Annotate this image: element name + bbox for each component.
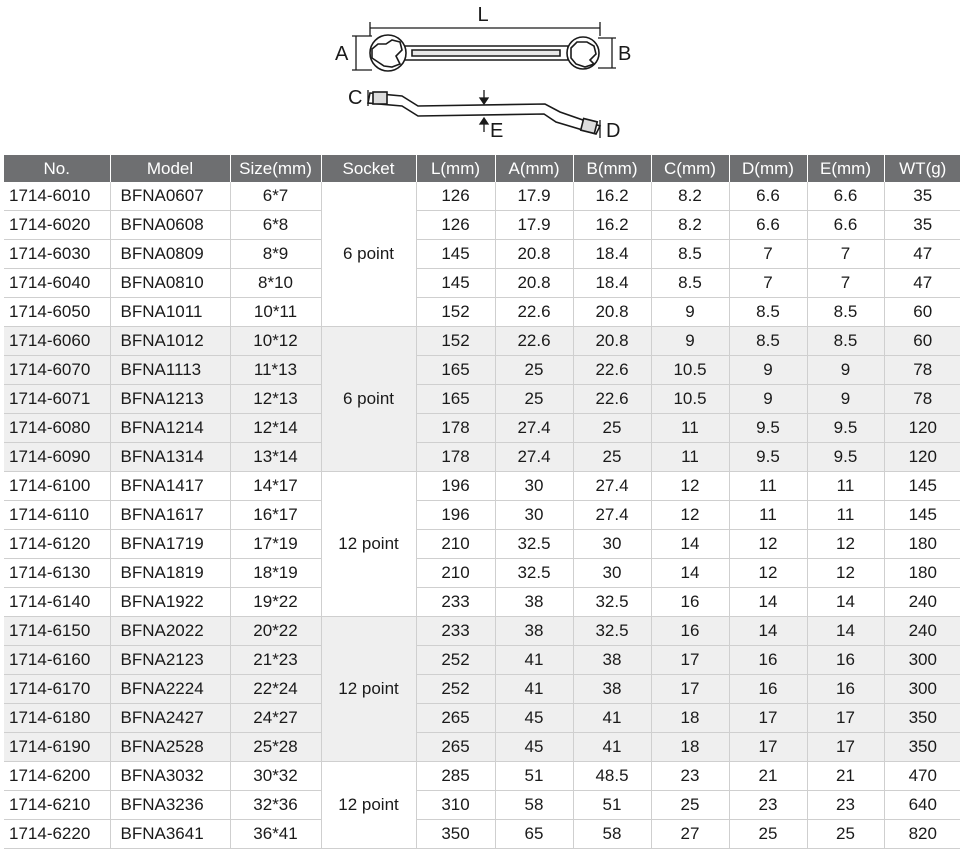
cell-wt: 640 — [884, 791, 960, 820]
cell-d: 8.5 — [729, 298, 807, 327]
cell-e: 12 — [807, 530, 884, 559]
cell-e: 23 — [807, 791, 884, 820]
table-row — [4, 501, 960, 530]
cell-b: 48.5 — [573, 762, 651, 791]
cell-wt: 78 — [884, 356, 960, 385]
cell-c: 14 — [651, 559, 729, 588]
cell-e: 25 — [807, 820, 884, 849]
table-body — [4, 182, 960, 849]
cell-size: 14*17 — [230, 472, 321, 501]
cell-no: 1714-6160 — [4, 646, 110, 675]
cell-model: BFNA1417 — [110, 472, 230, 501]
cell-c: 17 — [651, 646, 729, 675]
cell-d: 7 — [729, 269, 807, 298]
cell-e: 9 — [807, 385, 884, 414]
table-row — [4, 675, 960, 704]
cell-l: 178 — [416, 443, 495, 472]
cell-d: 14 — [729, 588, 807, 617]
cell-size: 12*13 — [230, 385, 321, 414]
cell-l: 210 — [416, 559, 495, 588]
cell-d: 11 — [729, 501, 807, 530]
cell-model: BFNA0608 — [110, 211, 230, 240]
cell-size: 10*12 — [230, 327, 321, 356]
cell-b: 25 — [573, 414, 651, 443]
cell-c: 8.2 — [651, 182, 729, 211]
cell-c: 25 — [651, 791, 729, 820]
dimension-a — [352, 36, 372, 70]
cell-wt: 120 — [884, 414, 960, 443]
cell-size: 24*27 — [230, 704, 321, 733]
cell-a: 22.6 — [495, 327, 573, 356]
cell-b: 32.5 — [573, 617, 651, 646]
cell-no: 1714-6100 — [4, 472, 110, 501]
cell-wt: 240 — [884, 588, 960, 617]
cell-c: 27 — [651, 820, 729, 849]
cell-wt: 300 — [884, 646, 960, 675]
cell-c: 9 — [651, 298, 729, 327]
cell-b: 32.5 — [573, 588, 651, 617]
cell-no: 1714-6170 — [4, 675, 110, 704]
table-row — [4, 298, 960, 327]
cell-no: 1714-6180 — [4, 704, 110, 733]
cell-c: 10.5 — [651, 385, 729, 414]
cell-d: 12 — [729, 530, 807, 559]
cell-model: BFNA1213 — [110, 385, 230, 414]
table-row — [4, 617, 960, 646]
cell-d: 8.5 — [729, 327, 807, 356]
cell-d: 21 — [729, 762, 807, 791]
cell-d: 11 — [729, 472, 807, 501]
cell-c: 9 — [651, 327, 729, 356]
cell-model: BFNA3032 — [110, 762, 230, 791]
cell-c: 8.2 — [651, 211, 729, 240]
cell-l: 152 — [416, 327, 495, 356]
cell-model: BFNA2427 — [110, 704, 230, 733]
cell-wt: 350 — [884, 704, 960, 733]
table-row — [4, 327, 960, 356]
cell-b: 18.4 — [573, 269, 651, 298]
table-row — [4, 472, 960, 501]
cell-wt: 180 — [884, 530, 960, 559]
cell-c: 17 — [651, 675, 729, 704]
cell-a: 65 — [495, 820, 573, 849]
cell-wt: 180 — [884, 559, 960, 588]
cell-no: 1714-6140 — [4, 588, 110, 617]
label-a: A — [335, 43, 349, 65]
table-row — [4, 443, 960, 472]
cell-d: 17 — [729, 704, 807, 733]
spec-table — [4, 155, 960, 849]
wrench-top-view — [352, 35, 599, 71]
cell-wt: 35 — [884, 211, 960, 240]
table-row — [4, 791, 960, 820]
cell-d: 7 — [729, 240, 807, 269]
table-row — [4, 414, 960, 443]
cell-l: 165 — [416, 385, 495, 414]
label-d: D — [606, 120, 621, 142]
cell-model: BFNA0607 — [110, 182, 230, 211]
header-col-size: Size(mm) — [230, 155, 321, 182]
cell-c: 14 — [651, 530, 729, 559]
cell-size: 22*24 — [230, 675, 321, 704]
cell-l: 196 — [416, 472, 495, 501]
cell-e: 14 — [807, 588, 884, 617]
cell-l: 178 — [416, 414, 495, 443]
cell-b: 27.4 — [573, 501, 651, 530]
table-row — [4, 211, 960, 240]
cell-c: 8.5 — [651, 269, 729, 298]
cell-a: 41 — [495, 675, 573, 704]
socket-cell: 6 point — [321, 327, 416, 472]
socket-cell: 12 point — [321, 472, 416, 617]
table-row — [4, 182, 960, 211]
label-b: B — [618, 43, 632, 65]
cell-e: 6.6 — [807, 182, 884, 211]
table-row — [4, 269, 960, 298]
cell-b: 16.2 — [573, 211, 651, 240]
cell-no: 1714-6050 — [4, 298, 110, 327]
cell-model: BFNA2528 — [110, 733, 230, 762]
cell-no: 1714-6120 — [4, 530, 110, 559]
cell-wt: 60 — [884, 298, 960, 327]
cell-a: 30 — [495, 501, 573, 530]
cell-e: 12 — [807, 559, 884, 588]
cell-d: 25 — [729, 820, 807, 849]
cell-size: 11*13 — [230, 356, 321, 385]
cell-no: 1714-6020 — [4, 211, 110, 240]
cell-model: BFNA1617 — [110, 501, 230, 530]
cell-e: 8.5 — [807, 327, 884, 356]
cell-a: 17.9 — [495, 211, 573, 240]
cell-b: 16.2 — [573, 182, 651, 211]
table-row — [4, 530, 960, 559]
cell-l: 145 — [416, 269, 495, 298]
cell-model: BFNA0810 — [110, 269, 230, 298]
cell-size: 36*41 — [230, 820, 321, 849]
cell-wt: 120 — [884, 443, 960, 472]
cell-no: 1714-6150 — [4, 617, 110, 646]
cell-a: 20.8 — [495, 269, 573, 298]
cell-wt: 145 — [884, 501, 960, 530]
cell-d: 14 — [729, 617, 807, 646]
cell-a: 25 — [495, 385, 573, 414]
cell-a: 20.8 — [495, 240, 573, 269]
cell-l: 252 — [416, 646, 495, 675]
dimension-b — [598, 38, 616, 68]
cell-a: 17.9 — [495, 182, 573, 211]
header-col-l: L(mm) — [416, 155, 495, 182]
cell-l: 252 — [416, 675, 495, 704]
cell-c: 18 — [651, 733, 729, 762]
header-col-no: No. — [4, 155, 110, 182]
cell-b: 30 — [573, 530, 651, 559]
cell-a: 30 — [495, 472, 573, 501]
table-row — [4, 240, 960, 269]
cell-b: 38 — [573, 646, 651, 675]
cell-model: BFNA1719 — [110, 530, 230, 559]
cell-no: 1714-6110 — [4, 501, 110, 530]
cell-no: 1714-6060 — [4, 327, 110, 356]
cell-l: 210 — [416, 530, 495, 559]
cell-d: 12 — [729, 559, 807, 588]
cell-size: 13*14 — [230, 443, 321, 472]
cell-e: 7 — [807, 269, 884, 298]
cell-size: 25*28 — [230, 733, 321, 762]
cell-size: 12*14 — [230, 414, 321, 443]
cell-b: 20.8 — [573, 327, 651, 356]
cell-size: 17*19 — [230, 530, 321, 559]
cell-l: 233 — [416, 617, 495, 646]
cell-a: 27.4 — [495, 414, 573, 443]
cell-l: 196 — [416, 501, 495, 530]
cell-model: BFNA2123 — [110, 646, 230, 675]
table-row — [4, 704, 960, 733]
cell-model: BFNA1819 — [110, 559, 230, 588]
cell-a: 32.5 — [495, 559, 573, 588]
cell-size: 32*36 — [230, 791, 321, 820]
cell-e: 8.5 — [807, 298, 884, 327]
cell-c: 23 — [651, 762, 729, 791]
cell-l: 350 — [416, 820, 495, 849]
cell-d: 9 — [729, 385, 807, 414]
cell-c: 12 — [651, 501, 729, 530]
cell-l: 265 — [416, 733, 495, 762]
cell-e: 11 — [807, 472, 884, 501]
cell-no: 1714-6220 — [4, 820, 110, 849]
cell-wt: 47 — [884, 269, 960, 298]
header-col-model: Model — [110, 155, 230, 182]
cell-e: 21 — [807, 762, 884, 791]
header-col-wt: WT(g) — [884, 155, 960, 182]
cell-b: 30 — [573, 559, 651, 588]
cell-c: 11 — [651, 443, 729, 472]
cell-b: 51 — [573, 791, 651, 820]
cell-b: 41 — [573, 733, 651, 762]
cell-model: BFNA1314 — [110, 443, 230, 472]
cell-no: 1714-6190 — [4, 733, 110, 762]
cell-wt: 60 — [884, 327, 960, 356]
cell-c: 16 — [651, 588, 729, 617]
cell-model: BFNA2224 — [110, 675, 230, 704]
cell-e: 7 — [807, 240, 884, 269]
cell-c: 11 — [651, 414, 729, 443]
header-col-socket: Socket — [321, 155, 416, 182]
cell-d: 9.5 — [729, 414, 807, 443]
table-row — [4, 559, 960, 588]
cell-size: 18*19 — [230, 559, 321, 588]
cell-b: 38 — [573, 675, 651, 704]
cell-b: 22.6 — [573, 385, 651, 414]
cell-no: 1714-6070 — [4, 356, 110, 385]
cell-model: BFNA3236 — [110, 791, 230, 820]
cell-wt: 350 — [884, 733, 960, 762]
cell-no: 1714-6090 — [4, 443, 110, 472]
cell-wt: 820 — [884, 820, 960, 849]
cell-c: 18 — [651, 704, 729, 733]
table-row — [4, 646, 960, 675]
table-row — [4, 588, 960, 617]
cell-l: 165 — [416, 356, 495, 385]
cell-size: 16*17 — [230, 501, 321, 530]
cell-e: 9.5 — [807, 414, 884, 443]
header-col-c: C(mm) — [651, 155, 729, 182]
cell-size: 6*7 — [230, 182, 321, 211]
cell-no: 1714-6200 — [4, 762, 110, 791]
cell-size: 21*23 — [230, 646, 321, 675]
cell-wt: 145 — [884, 472, 960, 501]
cell-d: 17 — [729, 733, 807, 762]
cell-c: 16 — [651, 617, 729, 646]
cell-e: 11 — [807, 501, 884, 530]
cell-model: BFNA1012 — [110, 327, 230, 356]
cell-l: 233 — [416, 588, 495, 617]
cell-model: BFNA1214 — [110, 414, 230, 443]
cell-e: 16 — [807, 646, 884, 675]
cell-b: 18.4 — [573, 240, 651, 269]
cell-no: 1714-6080 — [4, 414, 110, 443]
table-row — [4, 385, 960, 414]
cell-a: 25 — [495, 356, 573, 385]
label-c: C — [348, 87, 363, 109]
cell-a: 22.6 — [495, 298, 573, 327]
cell-size: 19*22 — [230, 588, 321, 617]
cell-b: 41 — [573, 704, 651, 733]
header-col-a: A(mm) — [495, 155, 573, 182]
cell-wt: 78 — [884, 385, 960, 414]
header-col-b: B(mm) — [573, 155, 651, 182]
cell-model: BFNA1922 — [110, 588, 230, 617]
cell-d: 16 — [729, 646, 807, 675]
cell-no: 1714-6010 — [4, 182, 110, 211]
cell-size: 10*11 — [230, 298, 321, 327]
cell-a: 41 — [495, 646, 573, 675]
cell-no: 1714-6130 — [4, 559, 110, 588]
cell-a: 38 — [495, 617, 573, 646]
cell-l: 285 — [416, 762, 495, 791]
cell-e: 6.6 — [807, 211, 884, 240]
socket-cell: 12 point — [321, 762, 416, 849]
cell-c: 8.5 — [651, 240, 729, 269]
cell-l: 152 — [416, 298, 495, 327]
cell-a: 45 — [495, 733, 573, 762]
cell-no: 1714-6040 — [4, 269, 110, 298]
cell-wt: 470 — [884, 762, 960, 791]
cell-size: 8*10 — [230, 269, 321, 298]
cell-a: 27.4 — [495, 443, 573, 472]
cell-a: 45 — [495, 704, 573, 733]
label-e: E — [490, 120, 504, 142]
table-row — [4, 356, 960, 385]
socket-cell: 6 point — [321, 182, 416, 327]
cell-e: 9.5 — [807, 443, 884, 472]
cell-wt: 240 — [884, 617, 960, 646]
cell-b: 25 — [573, 443, 651, 472]
cell-size: 30*32 — [230, 762, 321, 791]
table-row — [4, 820, 960, 849]
socket-cell: 12 point — [321, 617, 416, 762]
cell-wt: 35 — [884, 182, 960, 211]
cell-model: BFNA1011 — [110, 298, 230, 327]
cell-d: 6.6 — [729, 211, 807, 240]
cell-l: 126 — [416, 211, 495, 240]
cell-a: 38 — [495, 588, 573, 617]
cell-size: 20*22 — [230, 617, 321, 646]
cell-wt: 47 — [884, 240, 960, 269]
cell-e: 16 — [807, 675, 884, 704]
cell-e: 14 — [807, 617, 884, 646]
cell-b: 27.4 — [573, 472, 651, 501]
cell-size: 6*8 — [230, 211, 321, 240]
cell-b: 20.8 — [573, 298, 651, 327]
cell-no: 1714-6071 — [4, 385, 110, 414]
header-col-d: D(mm) — [729, 155, 807, 182]
cell-l: 126 — [416, 182, 495, 211]
cell-a: 32.5 — [495, 530, 573, 559]
cell-size: 8*9 — [230, 240, 321, 269]
cell-model: BFNA1113 — [110, 356, 230, 385]
cell-model: BFNA0809 — [110, 240, 230, 269]
header-row — [4, 155, 960, 182]
cell-b: 58 — [573, 820, 651, 849]
cell-d: 16 — [729, 675, 807, 704]
label-l: L — [477, 4, 489, 26]
cell-a: 51 — [495, 762, 573, 791]
cell-a: 58 — [495, 791, 573, 820]
wrench-diagram — [0, 0, 960, 155]
cell-l: 145 — [416, 240, 495, 269]
cell-b: 22.6 — [573, 356, 651, 385]
cell-d: 9.5 — [729, 443, 807, 472]
cell-model: BFNA2022 — [110, 617, 230, 646]
cell-e: 9 — [807, 356, 884, 385]
cell-e: 17 — [807, 704, 884, 733]
header-col-e: E(mm) — [807, 155, 884, 182]
cell-d: 6.6 — [729, 182, 807, 211]
cell-l: 310 — [416, 791, 495, 820]
cell-c: 12 — [651, 472, 729, 501]
cell-d: 9 — [729, 356, 807, 385]
cell-c: 10.5 — [651, 356, 729, 385]
cell-model: BFNA3641 — [110, 820, 230, 849]
cell-d: 23 — [729, 791, 807, 820]
cell-wt: 300 — [884, 675, 960, 704]
cell-e: 17 — [807, 733, 884, 762]
cell-no: 1714-6030 — [4, 240, 110, 269]
cell-l: 265 — [416, 704, 495, 733]
table-row — [4, 733, 960, 762]
cell-no: 1714-6210 — [4, 791, 110, 820]
table-row — [4, 762, 960, 791]
